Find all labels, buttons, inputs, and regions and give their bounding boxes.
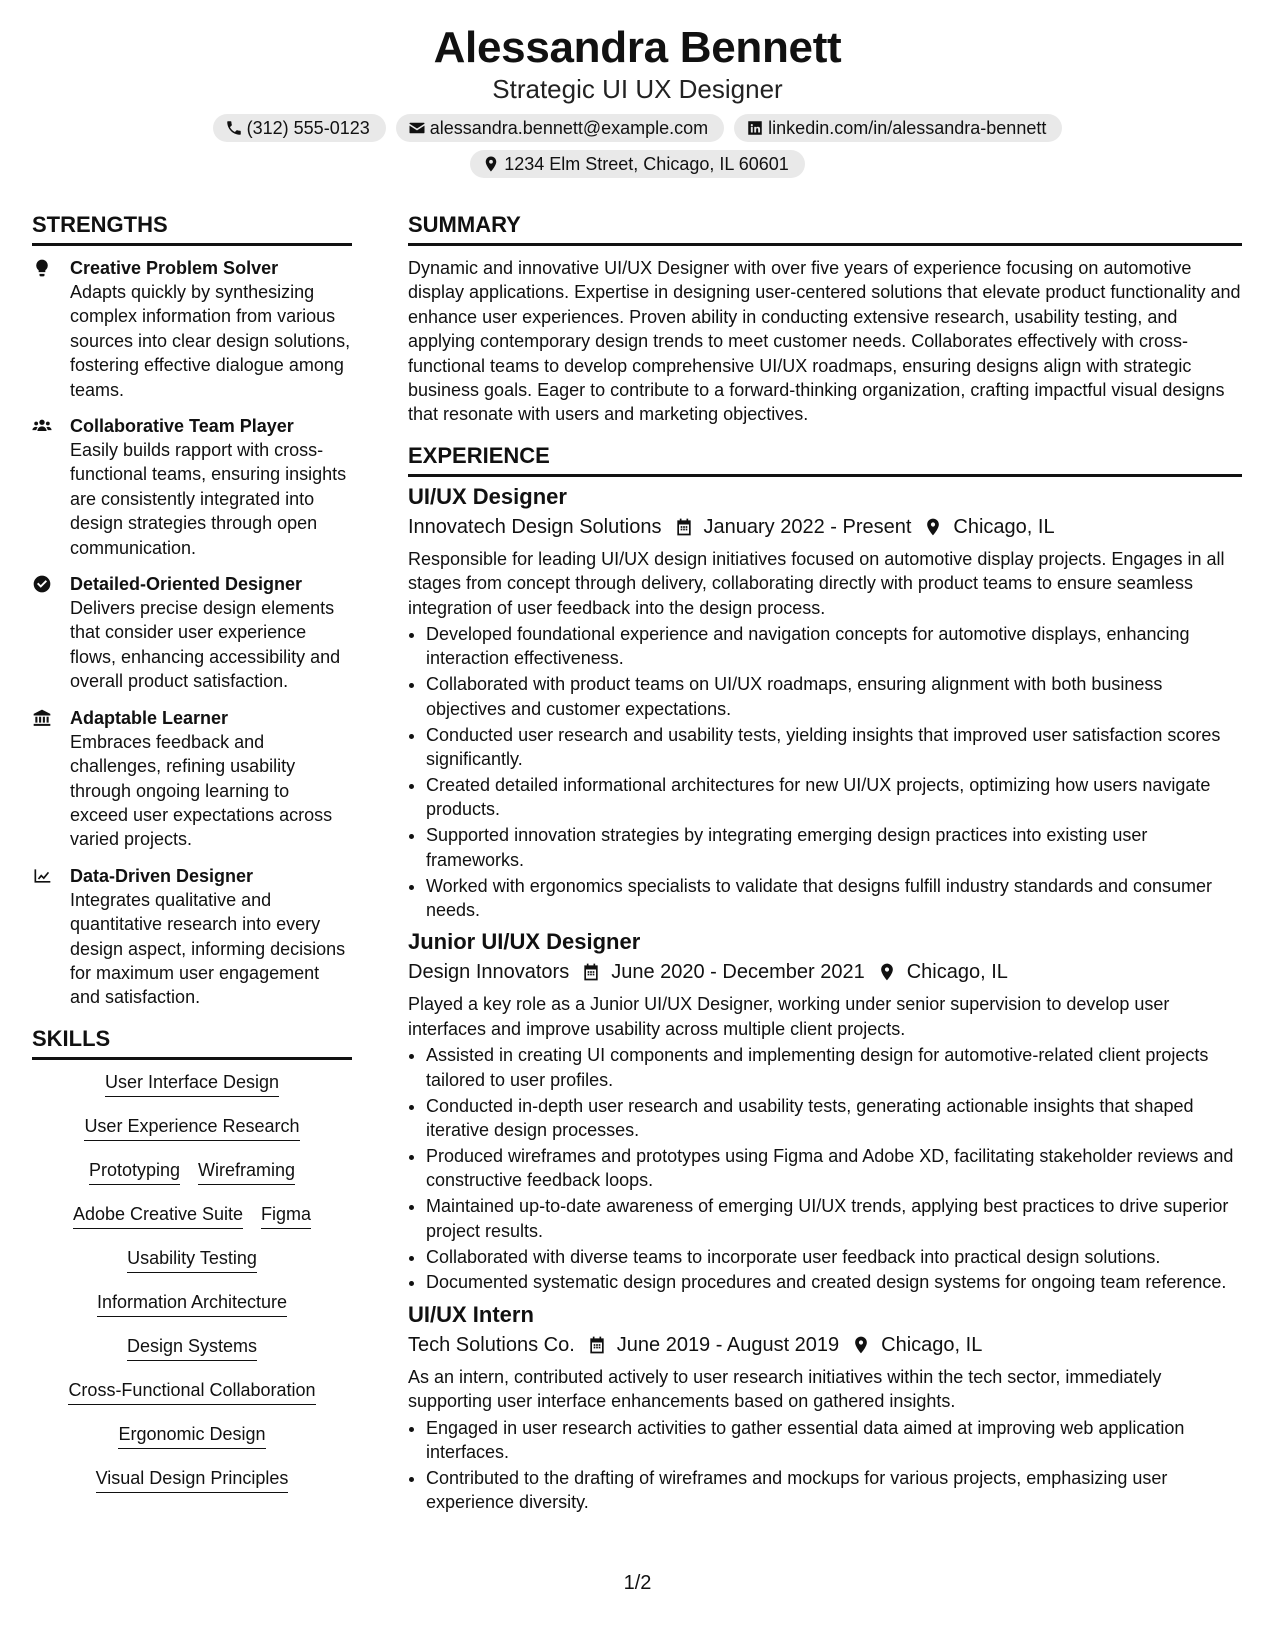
strength-desc: Integrates qualitative and quantitative research into every design aspect, informing decisions for maximum user engagement and satisfaction. <box>70 889 346 1008</box>
linkedin-icon <box>746 119 764 137</box>
map-marker-icon <box>877 962 897 982</box>
university-icon <box>32 708 52 728</box>
strength-desc: Easily builds rapport with cross-functional teams, ensuring insights are consistently integrated into design strategies through open communication. <box>70 440 347 558</box>
email-contact[interactable] <box>396 114 724 142</box>
job-title: Junior UI/UX Designer <box>408 929 641 955</box>
strength-item <box>32 706 352 852</box>
email-text[interactable]: alessandra.bennett@example.com <box>429 118 709 138</box>
strength-item <box>32 414 352 560</box>
skill-tag: Design Systems <box>127 1334 257 1361</box>
candidate-title: Strategic UI UX Designer <box>492 74 783 104</box>
bullet-item: • Conducted user research and usability tests, yielding insights that improved user satisfaction scores significantly. <box>426 723 1242 772</box>
skill-tag: Visual Design Principles <box>96 1466 289 1493</box>
bullet-item: • Worked with ergonomics specialists to validate that designs fulfill industry standards and consumer needs. <box>426 874 1242 923</box>
lightbulb-icon <box>32 258 52 278</box>
experience-heading: EXPERIENCE <box>408 441 1242 477</box>
bullet-item: • Collaborated with product teams on UI/UX roadmaps, ensuring alignment with both business objectives and customer expectations. <box>426 672 1242 721</box>
strength-title: Detailed-Oriented Designer <box>70 574 303 595</box>
left-column <box>32 210 352 1510</box>
address-text: 1234 Elm Street, Chicago, IL 60601 <box>504 154 789 174</box>
check-circle-icon <box>32 574 52 594</box>
strength-title: Creative Problem Solver <box>70 258 279 278</box>
strength-desc: Adapts quickly by synthesizing complex information from various sources into clear design solutions, fostering effective dialogue among teams. <box>70 282 351 400</box>
bullet-item: • Collaborated with diverse teams to incorporate user feedback into practical design solutions. <box>426 1245 1242 1269</box>
strength-item <box>32 256 352 402</box>
bullet-item: • Contributed to the drafting of wireframes and mockups for various projects, emphasizing user experience diversity. <box>426 1466 1242 1515</box>
job-dates: June 2019 - August 2019 <box>616 1333 840 1356</box>
skill-tag: User Interface Design <box>105 1070 279 1097</box>
skill-tag: Cross-Functional Collaboration <box>68 1378 315 1405</box>
bullet-item: • Maintained up-to-date awareness of emerging UI/UX trends, applying best practices to drive superior project results. <box>426 1194 1242 1243</box>
skill-tag: Figma <box>261 1202 311 1229</box>
job-bullets <box>408 1043 1242 1295</box>
address-contact <box>470 150 805 178</box>
job-dates: June 2020 - December 2021 <box>611 961 865 984</box>
job-meta <box>408 513 1242 541</box>
job-company: Design Innovators <box>408 961 570 984</box>
job-bullets <box>408 1416 1242 1515</box>
map-marker-icon <box>851 1335 871 1355</box>
job-location: Chicago, IL <box>906 961 1008 984</box>
page-number: 1/2 <box>623 1572 652 1594</box>
job-title: UI/UX Designer <box>408 483 567 509</box>
job-company: Innovatech Design Solutions <box>408 515 662 538</box>
job-company: Tech Solutions Co. <box>408 1333 575 1356</box>
job-location: Chicago, IL <box>953 515 1055 538</box>
calendar-icon <box>587 1335 607 1355</box>
skill-tag: Prototyping <box>89 1158 180 1185</box>
bullet-item: • Developed foundational experience and navigation concepts for automotive displays, enhancing interaction effectiveness. <box>426 622 1242 671</box>
strength-desc: Delivers precise design elements that consider user experience flows, enhancing accessibility and overall product satisfaction. <box>70 598 341 692</box>
job-meta <box>408 1331 1242 1359</box>
envelope-icon <box>408 119 426 137</box>
bullet-item: • Assisted in creating UI components and implementing design for automotive-related client projects tailored to user profiles. <box>426 1043 1242 1092</box>
bullet-item: • Supported innovation strategies by integrating emerging design practices into existing user frameworks. <box>426 823 1242 872</box>
job-description: As an intern, contributed actively to user research initiatives within the tech sector, immediately supporting user interface enhancements based on gathered insights. <box>408 1366 1162 1412</box>
job-meta <box>408 958 1242 986</box>
contact-info <box>188 114 1088 178</box>
summary-heading: SUMMARY <box>408 210 1242 246</box>
strength-title: Data-Driven Designer <box>70 865 254 886</box>
job-bullets <box>408 622 1242 922</box>
phone-text: (312) 555-0123 <box>246 118 370 138</box>
job-location: Chicago, IL <box>881 1333 983 1356</box>
calendar-icon <box>581 962 601 982</box>
phone-contact <box>213 114 386 142</box>
strength-item <box>32 572 352 694</box>
strengths-heading: STRENGTHS <box>32 210 352 246</box>
bullet-item: • Produced wireframes and prototypes using Figma and Adobe XD, facilitating stakeholder reviews and constructive feedback loops. <box>426 1144 1242 1193</box>
skills-heading: SKILLS <box>32 1024 352 1060</box>
bullet-item: • Engaged in user research activities to gather essential data aimed at improving web application interfaces. <box>426 1416 1242 1465</box>
strength-desc: Embraces feedback and challenges, refining usability through ongoing learning to exceed user expectations across varied projects. <box>70 731 333 850</box>
bullet-item: • Conducted in-depth user research and usability tests, generating actionable insights that shaped iterative design processes. <box>426 1094 1242 1143</box>
job-description: Responsible for leading UI/UX design initiatives focused on automotive display projects. Engages in all stages from concept through delivery, collaborating directly with product teams to ensure seamless integration of user feedback into the design process. <box>408 548 1225 618</box>
phone-icon <box>225 119 243 137</box>
linkedin-contact[interactable] <box>734 114 1062 142</box>
candidate-name: Alessandra Bennett <box>433 23 842 72</box>
right-column <box>408 210 1242 1516</box>
map-marker-icon <box>482 155 500 173</box>
job-title: UI/UX Intern <box>408 1301 534 1327</box>
strength-title: Collaborative Team Player <box>70 416 294 437</box>
users-icon <box>32 416 52 436</box>
skills-list <box>32 1070 352 1510</box>
strength-title: Adaptable Learner <box>70 707 229 728</box>
linkedin-text[interactable]: linkedin.com/in/alessandra-bennett <box>768 118 1047 138</box>
skill-tag: Usability Testing <box>127 1246 257 1273</box>
calendar-icon <box>674 517 694 537</box>
map-marker-icon <box>923 517 943 537</box>
bullet-item: • Documented systematic design procedures and created design systems for ongoing team reference. <box>426 1270 1242 1294</box>
summary-text: Dynamic and innovative UI/UX Designer with over five years of experience focusing on automotive display applications. Expertise in designing user-centered solutions that elevate product functionality and enhance user experiences. Proven ability in conducting extensive research, usability testing, and applying contemporary design trends to meet customer needs. Collaborates effectively with cross-functional teams to develop comprehensive UI/UX roadmaps, ensuring designs align with strategic business goals. Eager to contribute to a forward-thinking organization, crafting impactful visual designs that resonate with users and marketing objectives. <box>408 258 1241 425</box>
strengths-list <box>32 256 352 1010</box>
chart-line-icon <box>32 866 52 886</box>
job-description: Played a key role as a Junior UI/UX Designer, working under senior supervision to develop user interfaces and improve usability across multiple client projects. <box>408 994 1170 1039</box>
job-dates: January 2022 - Present <box>703 515 912 538</box>
skill-tag: User Experience Research <box>84 1114 299 1141</box>
strength-item <box>32 864 352 1010</box>
job-entry <box>408 483 1242 923</box>
job-entry <box>408 1301 1242 1515</box>
skill-tag: Information Architecture <box>97 1290 287 1317</box>
skill-tag: Adobe Creative Suite <box>73 1202 243 1229</box>
job-entry <box>408 928 1242 1294</box>
resume-header <box>0 22 1275 178</box>
skill-tag: Ergonomic Design <box>118 1422 265 1449</box>
bullet-item: • Created detailed informational architectures for new UI/UX projects, optimizing how users navigate products. <box>426 773 1242 822</box>
skill-tag: Wireframing <box>198 1158 295 1185</box>
